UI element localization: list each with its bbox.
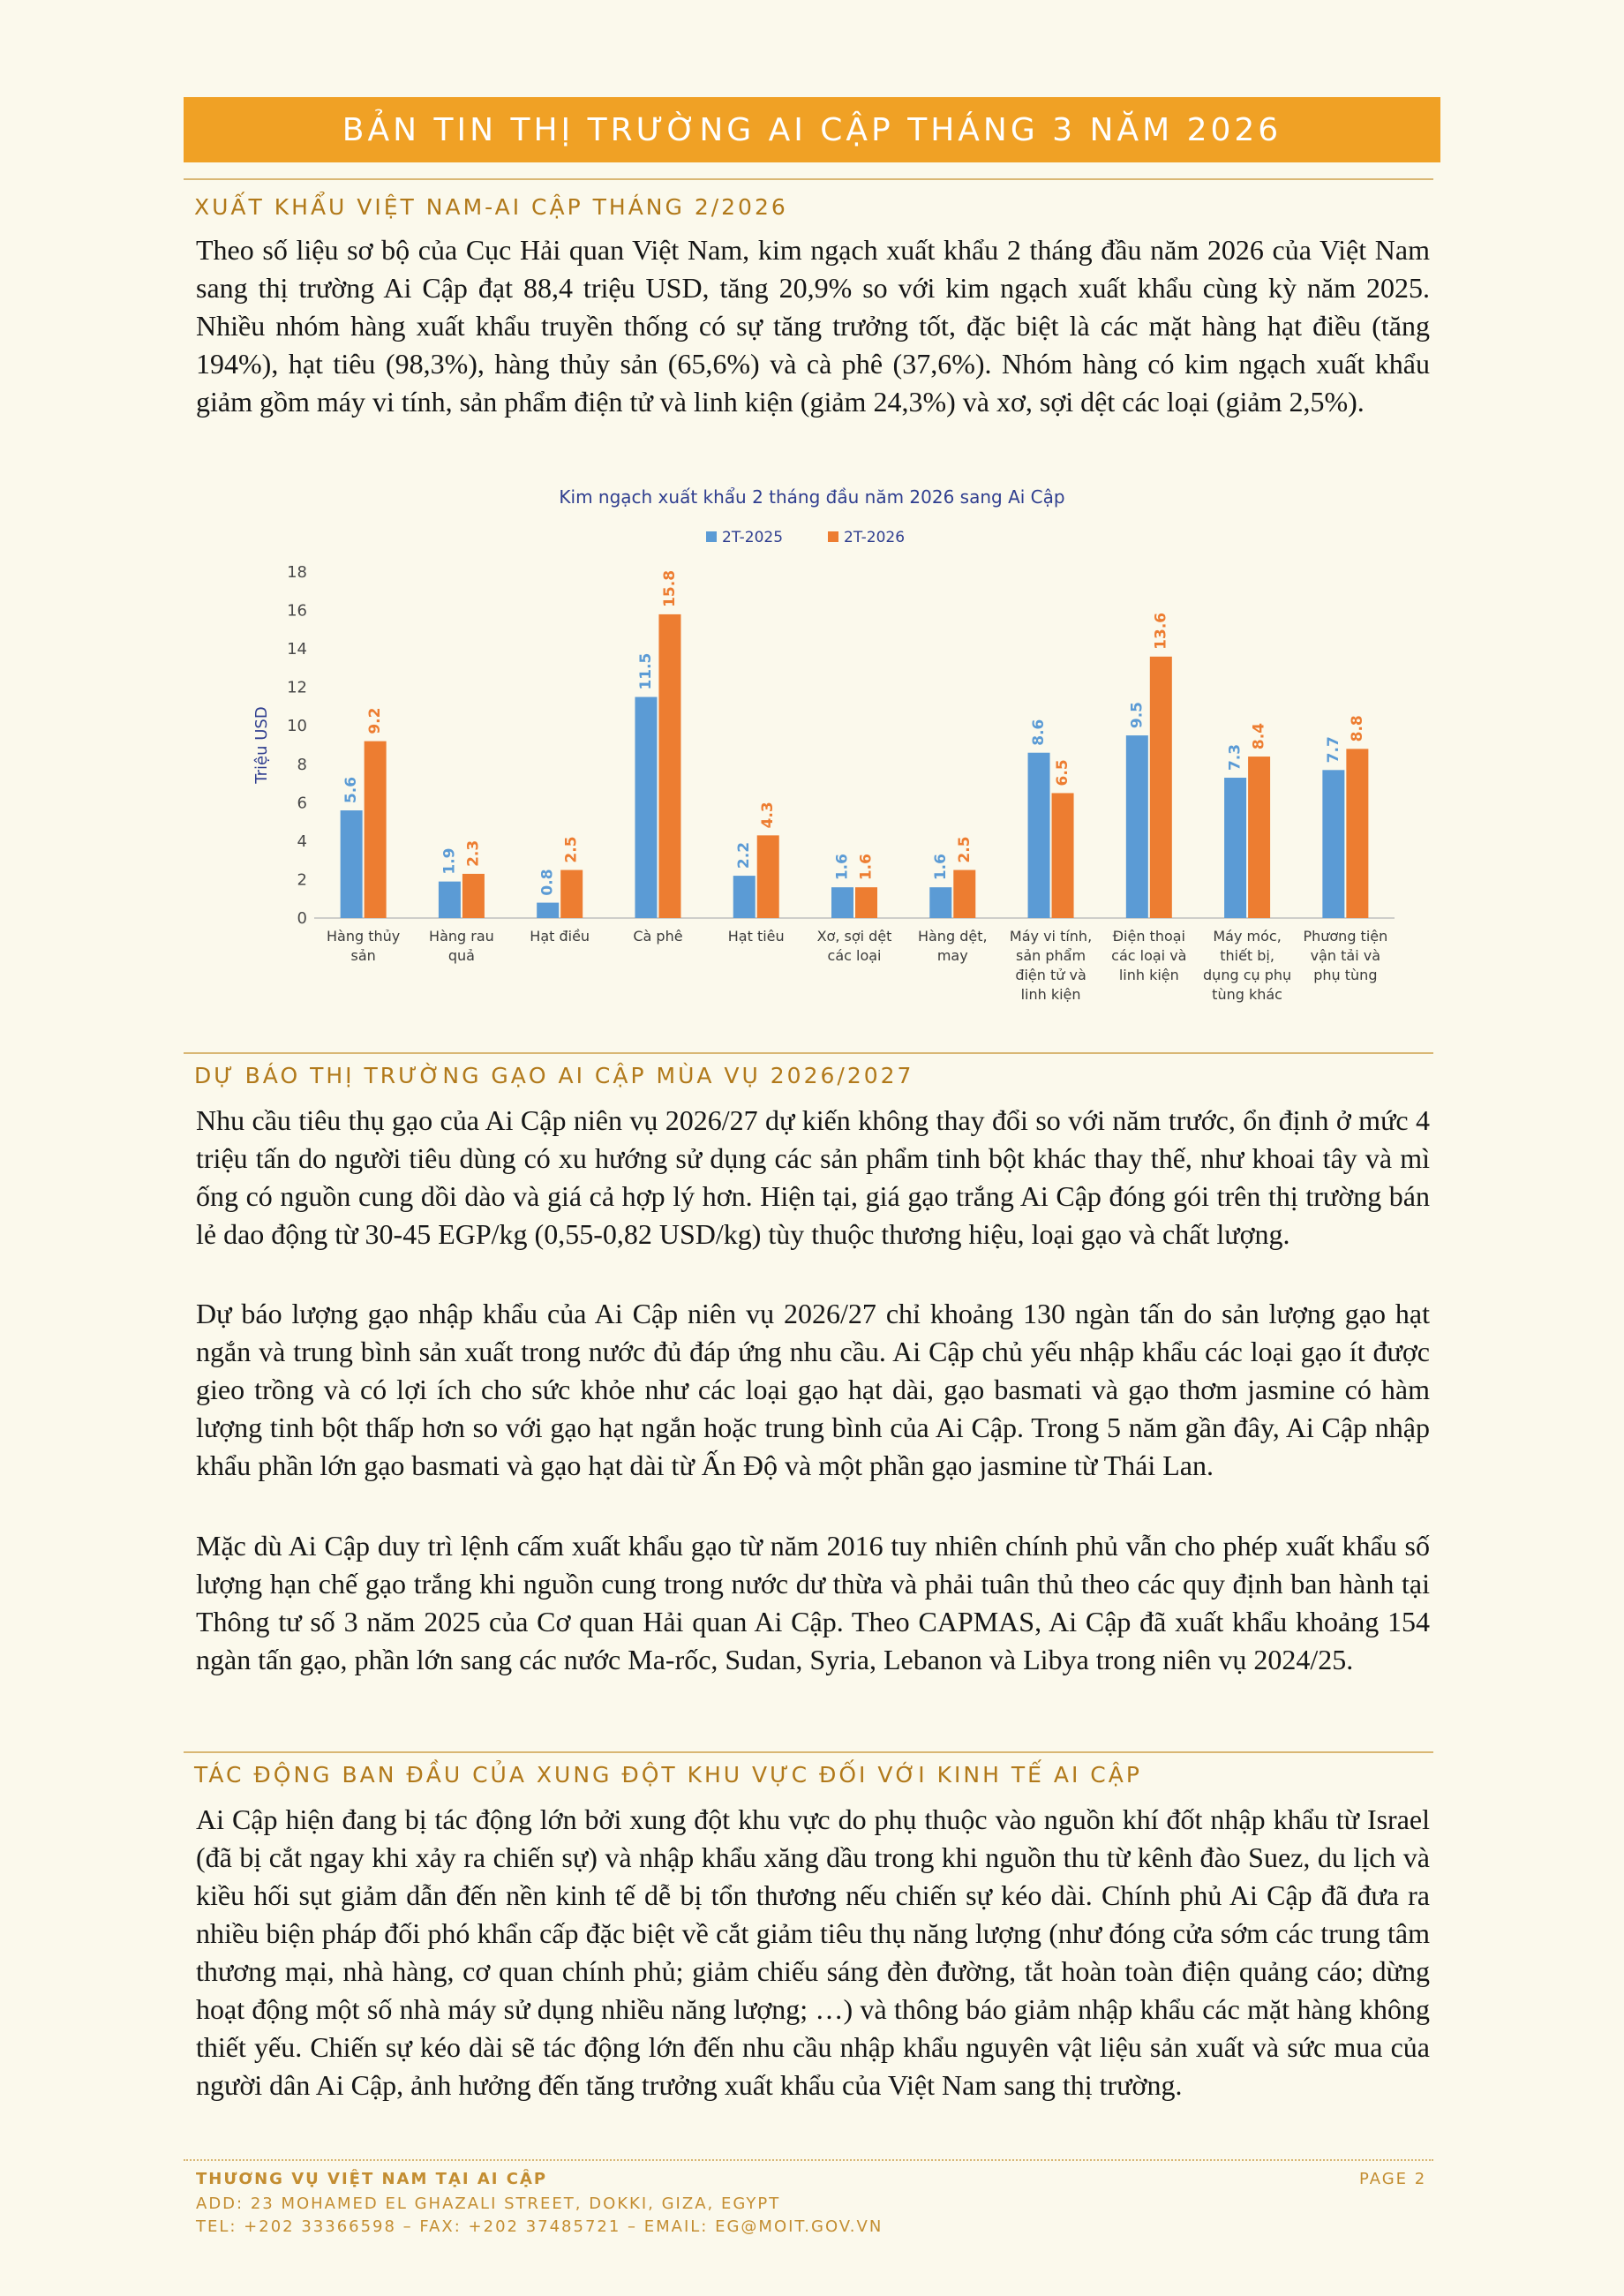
category-label: Hạt tiêu xyxy=(727,928,785,945)
category-label: dụng cụ phụ xyxy=(1203,967,1292,983)
data-label-2T-2026: 8.8 xyxy=(1348,715,1366,742)
data-label-2T-2026: 4.3 xyxy=(759,802,778,829)
category-label: vận tải và xyxy=(1310,947,1381,964)
bar-2T-2025 xyxy=(1028,753,1050,918)
legend-label-2T-2026: 2T-2026 xyxy=(844,529,906,546)
data-label-2T-2025: 1.6 xyxy=(833,854,852,881)
data-label-2T-2025: 7.3 xyxy=(1226,743,1244,772)
category-label: thiết bị, xyxy=(1220,947,1274,964)
y-tick-label: 8 xyxy=(297,755,307,774)
y-tick-label: 2 xyxy=(297,870,307,890)
bar-2T-2025 xyxy=(1224,778,1246,918)
data-label-2T-2025: 2.2 xyxy=(735,841,754,869)
section-heading-export: XUẤT KHẨU VIỆT NAM-AI CẬP THÁNG 2/2026 xyxy=(194,194,788,220)
data-label-2T-2025: 1.9 xyxy=(440,847,459,875)
footer-contact: TEL: +202 33366598 – FAX: +202 37485721 – EMAIL: EG@MOIT.GOV.VN xyxy=(196,2217,883,2236)
section-divider xyxy=(184,1751,1433,1753)
footer-organization: THƯƠNG VỤ VIỆT NAM TẠI AI CẬP xyxy=(196,2170,548,2188)
data-label-2T-2026: 6.5 xyxy=(1054,759,1072,787)
export-bar-chart xyxy=(229,477,1412,1015)
y-tick-label: 14 xyxy=(287,640,307,659)
data-label-2T-2025: 8.6 xyxy=(1030,719,1049,746)
category-label: linh kiện xyxy=(1118,967,1179,983)
bar-2T-2025 xyxy=(635,697,657,918)
category-label: linh kiện xyxy=(1020,986,1081,1003)
page-number: PAGE 2 xyxy=(1359,2170,1427,2188)
bar-2T-2025 xyxy=(537,903,559,918)
bar-2T-2026 xyxy=(365,741,387,918)
page-banner xyxy=(184,97,1440,162)
category-label: Hạt điều xyxy=(530,928,590,945)
bar-2T-2025 xyxy=(1322,770,1344,918)
y-axis-label: Triệu USD xyxy=(252,706,271,784)
footer-divider xyxy=(184,2159,1433,2161)
bar-2T-2026 xyxy=(953,870,975,918)
category-label: sản xyxy=(350,947,376,964)
category-label: Điện thoại xyxy=(1112,928,1186,945)
category-label: các loại xyxy=(827,947,882,964)
paragraph-export: Theo số liệu sơ bộ của Cục Hải quan Việt Nam, kim ngạch xuất khẩu 2 tháng đầu năm 2026 của Việt Nam sang thị trường Ai Cập đạt 88,4 triệu USD, tăng 20,9% so với kim ngạch xuất khẩu cùng kỳ năm 2025. Nhiều nhóm hàng xuất khẩu truyền thống có sự tăng trưởng tốt, đặc biệt là các mặt hàng hạt điều (tăng 194%), hạt tiêu (98,3%), hàng thủy sản (65,6%) và cà phê (37,6%). Nhóm hàng có kim ngạch xuất khẩu giảm gồm máy vi tính, sản phẩm điện tử và linh kiện (giảm 24,3%) và xơ, sợi dệt các loại (giảm 2,5%). xyxy=(196,234,1430,418)
category-label: Cà phê xyxy=(633,928,683,945)
y-tick-label: 0 xyxy=(297,909,307,928)
category-label: may xyxy=(936,947,968,964)
data-label-2T-2026: 13.6 xyxy=(1152,612,1170,650)
bar-2T-2025 xyxy=(439,882,461,918)
data-label-2T-2026: 15.8 xyxy=(660,569,679,607)
section-heading-conflict-impact: TÁC ĐỘNG BAN ĐẦU CỦA XUNG ĐỘT KHU VỰC ĐỐI VỚI KINH TẾ AI CẬP xyxy=(194,1762,1142,1788)
data-label-2T-2025: 9.5 xyxy=(1128,701,1147,729)
y-tick-label: 16 xyxy=(287,601,307,621)
category-label: các loại và xyxy=(1111,947,1187,964)
category-label: Phương tiện xyxy=(1303,928,1388,945)
data-label-2T-2026: 8.4 xyxy=(1250,722,1268,750)
legend-swatch-2T-2026 xyxy=(828,531,838,542)
paragraph-rice-export-ban: Mặc dù Ai Cập duy trì lệnh cấm xuất khẩu gạo từ năm 2016 tuy nhiên chính phủ vẫn cho phép xuất khẩu số lượng hạn chế gạo trắng khi nguồn cung trong nước dư thừa và phải tuân thủ theo các quy định ban hành tại Thông tư số 3 năm 2025 của Cơ quan Hải quan Ai Cập. Theo CAPMAS, Ai Cập đã xuất khẩu khoảng 154 ngàn tấn gạo, phần lớn sang các nước Ma-rốc, Sudan, Syria, Lebanon và Libya trong niên vụ 2024/25. xyxy=(196,1530,1430,1675)
category-label: Máy vi tính, xyxy=(1009,928,1093,945)
footer-address: ADD: 23 MOHAMED EL GHAZALI STREET, DOKKI, GIZA, EGYPT xyxy=(196,2194,781,2213)
bar-2T-2026 xyxy=(1346,749,1368,918)
bar-2T-2025 xyxy=(733,876,756,918)
category-label: sản phẩm xyxy=(1016,947,1086,964)
y-tick-label: 18 xyxy=(287,563,307,582)
section-divider xyxy=(184,178,1433,180)
data-label-2T-2025: 1.6 xyxy=(931,854,950,881)
y-tick-label: 6 xyxy=(297,794,307,813)
bar-2T-2025 xyxy=(1126,735,1148,918)
bar-2T-2026 xyxy=(1052,793,1074,918)
bar-2T-2026 xyxy=(462,874,485,918)
data-label-2T-2025: 5.6 xyxy=(342,776,361,804)
data-label-2T-2026: 1.6 xyxy=(857,854,876,881)
category-label: Hàng dệt, xyxy=(917,928,988,945)
bar-2T-2026 xyxy=(1150,657,1172,918)
legend-swatch-2T-2025 xyxy=(706,531,717,542)
y-tick-label: 4 xyxy=(297,832,307,851)
data-label-2T-2026: 2.3 xyxy=(464,839,483,867)
y-tick-label: 12 xyxy=(287,678,307,697)
category-label: Máy móc, xyxy=(1213,928,1282,945)
bar-2T-2026 xyxy=(658,614,680,918)
bar-2T-2026 xyxy=(757,835,779,918)
bar-2T-2026 xyxy=(855,887,877,918)
category-label: tùng khác xyxy=(1212,986,1282,1003)
bar-2T-2026 xyxy=(560,870,583,918)
paragraph-conflict-impact: Ai Cập hiện đang bị tác động lớn bởi xung đột khu vực do phụ thuộc vào nguồn khí đốt nhập khẩu từ Israel (đã bị cắt ngay khi xảy ra chiến sự) và nhập khẩu xăng dầu trong khi nguồn thu từ kênh đào Suez, du lịch và kiều hối sụt giảm dẫn đến nền kinh tế dễ bị tổn thương nếu chiến sự kéo dài. Chính phủ Ai Cập đã đưa ra nhiều biện pháp đối phó khẩn cấp đặc biệt về cắt giảm tiêu thụ năng lượng (như đóng cửa sớm các trung tâm thương mại, nhà hàng, cơ quan chính phủ; giảm chiếu sáng đèn đường, tắt hoàn toàn điện quảng cáo; dừng hoạt động một số nhà máy sử dụng nhiều năng lượng; …) và thông báo giảm nhập khẩu các mặt hàng không thiết yếu. Chiến sự kéo dài sẽ tác động lớn đến nhu cầu nhập khẩu nguyên vật liệu sản xuất và sức mua của người dân Ai Cập, ảnh hưởng đến tăng trưởng xuất khẩu của Việt Nam sang thị trường. xyxy=(196,1803,1430,2101)
category-label: quả xyxy=(447,947,475,964)
data-label-2T-2026: 9.2 xyxy=(366,707,385,734)
category-label: Hàng rau xyxy=(429,928,494,945)
category-label: điện tử và xyxy=(1015,967,1086,983)
category-label: Hàng thủy xyxy=(327,928,401,945)
bar-2T-2025 xyxy=(341,810,363,918)
category-label: Xơ, sợi dệt xyxy=(816,928,892,945)
bar-2T-2025 xyxy=(929,887,951,918)
paragraph-rice-demand: Nhu cầu tiêu thụ gạo của Ai Cập niên vụ 2026/27 dự kiến không thay đổi so với năm trước, ổn định ở mức 4 triệu tấn do người tiêu dùng có xu hướng sử dụng các sản phẩm tinh bột khác thay thế, như khoai tây và mì ống có nguồn cung dồi dào và giá cả hợp lý hơn. Hiện tại, giá gạo trắng Ai Cập đóng gói trên thị trường bán lẻ dao động từ 30-45 EGP/kg (0,55-0,82 USD/kg) tùy thuộc thương hiệu, loại gạo và chất lượng. xyxy=(196,1104,1430,1250)
section-divider xyxy=(184,1052,1433,1054)
category-label: phụ tùng xyxy=(1313,967,1378,983)
banner-title: BẢN TIN THỊ TRƯỜNG AI CẬP THÁNG 3 NĂM 2026 xyxy=(342,111,1282,148)
bar-2T-2026 xyxy=(1248,757,1270,918)
paragraph-rice-import: Dự báo lượng gạo nhập khẩu của Ai Cập niên vụ 2026/27 chỉ khoảng 130 ngàn tấn do sản lượng gạo hạt ngắn và trung bình sản xuất trong nước đủ đáp ứng nhu cầu. Ai Cập chủ yếu nhập khẩu các loại gạo ít được gieo trồng và có lợi ích cho sức khỏe như các loại gạo hạt dài, gạo basmati và gạo thơm jasmine có hàm lượng tinh bột thấp hơn so với gạo hạt ngắn hoặc trung bình của Ai Cập. Trong 5 năm gần đây, Ai Cập nhập khẩu phần lớn gạo basmati và gạo hạt dài từ Ấn Độ và một phần gạo jasmine từ Thái Lan. xyxy=(196,1298,1430,1481)
chart-title: Kim ngạch xuất khẩu 2 tháng đầu năm 2026 sang Ai Cập xyxy=(559,486,1065,508)
y-tick-label: 10 xyxy=(287,717,307,736)
legend-label-2T-2025: 2T-2025 xyxy=(722,529,784,546)
data-label-2T-2026: 2.5 xyxy=(955,836,974,863)
data-label-2T-2025: 7.7 xyxy=(1324,736,1342,764)
data-label-2T-2025: 11.5 xyxy=(636,652,655,690)
bar-2T-2025 xyxy=(831,887,853,918)
data-label-2T-2025: 0.8 xyxy=(538,869,557,896)
data-label-2T-2026: 2.5 xyxy=(562,836,581,863)
section-heading-rice-forecast: DỰ BÁO THỊ TRƯỜNG GẠO AI CẬP MÙA VỤ 2026/2027 xyxy=(194,1063,914,1088)
